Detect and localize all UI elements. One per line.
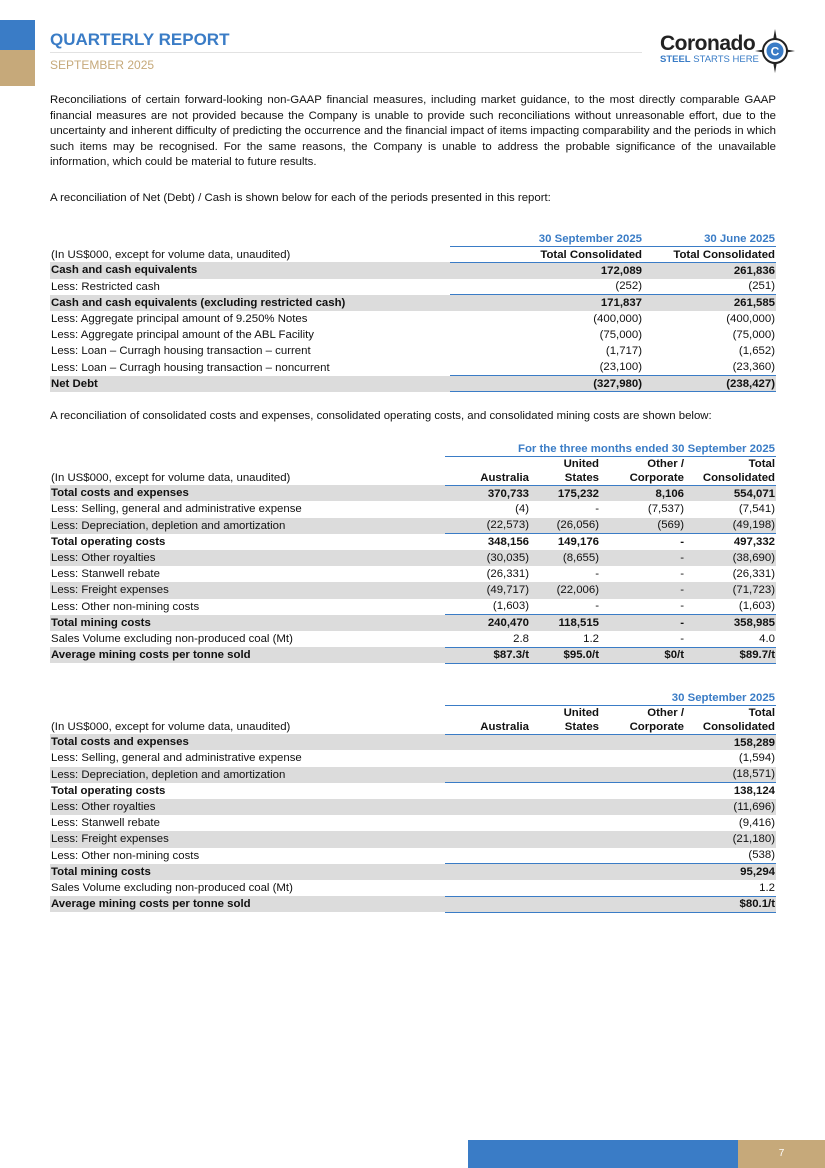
row-value bbox=[600, 880, 685, 896]
footer-bar-blue bbox=[468, 1140, 738, 1168]
row-value: (23,360) bbox=[732, 361, 775, 374]
row-label: Less: Other royalties bbox=[50, 550, 445, 566]
table-row bbox=[50, 262, 776, 278]
row-value: 261,836 bbox=[645, 262, 776, 278]
disclaimer-paragraph: Reconciliations of certain forward-looking non-GAAP financial measures, including market guidance, to the most directly comparable GAAP financial measures are not provided because the Company is unable to provide such reconciliations without unreasonable effort, due to the uncertainty and inherent difficulty of predicting the occurrence and the financial impact of items impacting comparability and the periods in which such items may be recognised. For the same reasons, the Company is unable to address the probable significance of the unavailable information, which could be material to future results. bbox=[50, 94, 776, 169]
row-label: Less: Freight expenses bbox=[50, 582, 445, 598]
table-row bbox=[50, 518, 776, 534]
row-value: 261,585 bbox=[645, 295, 776, 311]
row-value bbox=[600, 864, 685, 880]
row-value bbox=[530, 750, 600, 766]
row-value bbox=[600, 896, 685, 912]
row-value bbox=[530, 799, 600, 815]
units-label: (In US$000, except for volume data, unaudited) bbox=[51, 249, 291, 262]
units-label: (In US$000, except for volume data, unaudited) bbox=[51, 472, 291, 485]
table-row bbox=[50, 783, 776, 799]
row-value: $0/t bbox=[600, 647, 685, 663]
row-label: Less: Stanwell rebate bbox=[51, 817, 160, 830]
row-value: (30,035) bbox=[445, 550, 530, 566]
table-row bbox=[50, 848, 776, 864]
row-label: Sales Volume excluding non-produced coal (Mt) bbox=[51, 632, 293, 645]
row-label: Total costs and expenses bbox=[50, 485, 445, 501]
table-row bbox=[50, 343, 776, 359]
row-value: 138,124 bbox=[685, 783, 776, 799]
row-label: Less: Other royalties bbox=[50, 799, 445, 815]
row-label: Total costs and expenses bbox=[50, 734, 445, 750]
row-value: (252) bbox=[615, 280, 642, 293]
row-value: (8,655) bbox=[530, 550, 600, 566]
row-label: Cash and cash equivalents bbox=[50, 262, 450, 278]
row-value: (75,000) bbox=[732, 329, 775, 342]
row-value bbox=[445, 848, 530, 864]
row-value: (11,696) bbox=[685, 799, 776, 815]
row-label: Total operating costs bbox=[51, 784, 166, 797]
row-label: Cash and cash equivalents (excluding restricted cash) bbox=[50, 295, 450, 311]
row-label: Less: Depreciation, depletion and amortization bbox=[50, 518, 445, 534]
table-row bbox=[50, 896, 776, 912]
table-row bbox=[50, 566, 776, 582]
row-value: (251) bbox=[748, 280, 775, 293]
table-row bbox=[50, 734, 776, 750]
row-label: Total mining costs bbox=[50, 615, 445, 631]
row-label: Less: Loan – Curragh housing transaction – current bbox=[51, 345, 311, 358]
table-row bbox=[50, 631, 776, 647]
row-value: - bbox=[595, 600, 599, 613]
coronado-logo bbox=[658, 28, 798, 78]
row-value: (4) bbox=[515, 503, 529, 516]
row-label: Net Debt bbox=[50, 376, 450, 392]
row-value bbox=[530, 734, 600, 750]
row-value: 149,176 bbox=[530, 534, 600, 550]
table-row bbox=[50, 534, 776, 550]
row-value: (238,427) bbox=[645, 376, 776, 392]
row-value bbox=[530, 880, 600, 896]
row-value bbox=[600, 815, 685, 831]
row-value: (38,690) bbox=[685, 550, 776, 566]
col-total-consolidated: Total Consolidated bbox=[685, 705, 776, 734]
row-value bbox=[600, 831, 685, 847]
table-row bbox=[50, 501, 776, 517]
row-label: Average mining costs per tonne sold bbox=[50, 647, 445, 663]
row-value: $89.7/t bbox=[685, 647, 776, 663]
table-row bbox=[50, 880, 776, 896]
row-value bbox=[600, 783, 685, 799]
row-value: 370,733 bbox=[445, 485, 530, 501]
table-row bbox=[50, 599, 776, 615]
row-label: Less: Other non-mining costs bbox=[51, 849, 200, 862]
row-value: (26,056) bbox=[530, 518, 600, 534]
row-value: - bbox=[595, 503, 599, 516]
row-value bbox=[600, 734, 685, 750]
logo-badge-letter: C bbox=[770, 44, 780, 59]
row-value: (400,000) bbox=[726, 313, 775, 326]
row-value: (18,571) bbox=[685, 767, 776, 783]
row-value: - bbox=[600, 550, 685, 566]
row-value: (49,717) bbox=[445, 582, 530, 598]
row-value: (21,180) bbox=[685, 831, 776, 847]
row-value: (1,603) bbox=[738, 600, 775, 613]
row-value: 172,089 bbox=[450, 262, 645, 278]
col-united-states: United States bbox=[530, 456, 600, 485]
row-value: 95,294 bbox=[685, 864, 776, 880]
row-label: Less: Aggregate principal amount of 9.250% Notes bbox=[51, 313, 308, 326]
row-value bbox=[600, 799, 685, 815]
col-australia: Australia bbox=[445, 705, 530, 734]
row-value bbox=[530, 831, 600, 847]
row-label: Less: Stanwell rebate bbox=[51, 568, 160, 581]
row-value: (23,100) bbox=[599, 361, 642, 374]
row-value: (1,717) bbox=[605, 345, 642, 358]
row-value bbox=[530, 864, 600, 880]
row-value bbox=[600, 750, 685, 766]
row-value: $80.1/t bbox=[685, 896, 776, 912]
compass-badge-icon bbox=[754, 28, 796, 74]
report-subtitle: SEPTEMBER 2025 bbox=[50, 58, 155, 72]
col-other-corporate: Other / Corporate bbox=[600, 456, 685, 485]
row-value: (7,537) bbox=[647, 503, 684, 516]
row-label: Total operating costs bbox=[51, 535, 166, 548]
table-row bbox=[50, 279, 776, 295]
row-value bbox=[445, 799, 530, 815]
table-row bbox=[50, 799, 776, 815]
row-value: 4.0 bbox=[759, 632, 775, 645]
table-row bbox=[50, 615, 776, 631]
table-row bbox=[50, 767, 776, 783]
table-row bbox=[50, 550, 776, 566]
row-value: - bbox=[600, 582, 685, 598]
row-label: Less: Other non-mining costs bbox=[51, 600, 200, 613]
table-row bbox=[50, 485, 776, 501]
costs-reconciliation-table-sep bbox=[50, 689, 776, 913]
col-australia: Australia bbox=[445, 456, 530, 485]
row-value: 348,156 bbox=[445, 534, 530, 550]
row-label: Average mining costs per tonne sold bbox=[50, 896, 445, 912]
row-value: 175,232 bbox=[530, 485, 600, 501]
row-value: 240,470 bbox=[445, 615, 530, 631]
period-header-sep: 30 September 2025 bbox=[445, 689, 776, 705]
row-value: (1,603) bbox=[492, 600, 529, 613]
row-value: - bbox=[600, 615, 685, 631]
row-value: (71,723) bbox=[685, 582, 776, 598]
logo-tag-bold: STEEL bbox=[660, 54, 691, 65]
row-value bbox=[530, 896, 600, 912]
table-row bbox=[50, 750, 776, 766]
row-value: - bbox=[600, 534, 685, 550]
row-value: - bbox=[680, 568, 684, 581]
period-header-jun: 30 June 2025 bbox=[645, 230, 776, 246]
table-row bbox=[50, 360, 776, 376]
col-other-corporate: Other / Corporate bbox=[600, 705, 685, 734]
period-header-sep: 30 September 2025 bbox=[450, 230, 645, 246]
net-debt-table bbox=[50, 230, 776, 392]
table-row bbox=[50, 311, 776, 327]
row-value: (75,000) bbox=[599, 329, 642, 342]
row-value: 1.2 bbox=[583, 632, 599, 645]
row-value: (26,331) bbox=[732, 568, 775, 581]
table-row bbox=[50, 815, 776, 831]
row-value: - bbox=[680, 600, 684, 613]
row-value bbox=[445, 734, 530, 750]
row-label: Less: Aggregate principal amount of the ABL Facility bbox=[51, 329, 314, 342]
table-row bbox=[50, 647, 776, 663]
row-value bbox=[530, 815, 600, 831]
row-label: Less: Depreciation, depletion and amortization bbox=[50, 767, 445, 783]
net-debt-intro: A reconciliation of Net (Debt) / Cash is shown below for each of the periods presented in this report: bbox=[50, 192, 551, 204]
table-row bbox=[50, 831, 776, 847]
row-value bbox=[445, 767, 530, 783]
row-value bbox=[445, 750, 530, 766]
row-value: $95.0/t bbox=[530, 647, 600, 663]
table-row bbox=[50, 376, 776, 392]
row-value: 554,071 bbox=[685, 485, 776, 501]
row-value bbox=[530, 767, 600, 783]
row-value bbox=[445, 880, 530, 896]
row-value: (7,541) bbox=[738, 503, 775, 516]
logo-tagline bbox=[660, 54, 759, 65]
row-value: (49,198) bbox=[685, 518, 776, 534]
table-row bbox=[50, 582, 776, 598]
page-number: 7 bbox=[778, 1148, 785, 1159]
row-value bbox=[530, 783, 600, 799]
row-value: (400,000) bbox=[593, 313, 642, 326]
table-row bbox=[50, 864, 776, 880]
row-value bbox=[530, 848, 600, 864]
row-value: - bbox=[680, 632, 684, 645]
row-value: $87.3/t bbox=[445, 647, 530, 663]
row-value: (1,594) bbox=[738, 752, 775, 765]
row-value bbox=[600, 767, 685, 783]
header-accent-gold bbox=[0, 50, 35, 86]
row-value: (538) bbox=[748, 849, 775, 862]
row-value: 171,837 bbox=[450, 295, 645, 311]
row-label: Less: Freight expenses bbox=[50, 831, 445, 847]
row-label: Less: Selling, general and administrative expense bbox=[51, 752, 302, 765]
logo-tag-rest: STARTS HERE bbox=[690, 54, 759, 65]
col-total-consolidated: Total Consolidated bbox=[685, 456, 776, 485]
costs-intro: A reconciliation of consolidated costs and expenses, consolidated operating costs, and consolidated mining costs are shown below: bbox=[50, 410, 712, 422]
row-value: 2.8 bbox=[513, 632, 529, 645]
row-value: (9,416) bbox=[738, 817, 775, 830]
row-value bbox=[445, 783, 530, 799]
period-header-three-months: For the three months ended 30 September 2025 bbox=[445, 440, 776, 456]
row-value: 158,289 bbox=[685, 734, 776, 750]
row-label: Less: Selling, general and administrative expense bbox=[51, 503, 302, 516]
row-value: 1.2 bbox=[759, 881, 775, 894]
row-value bbox=[445, 896, 530, 912]
row-value: (26,331) bbox=[486, 568, 529, 581]
logo-name: Coronado bbox=[660, 32, 756, 55]
row-value bbox=[600, 848, 685, 864]
row-label: Less: Restricted cash bbox=[51, 280, 160, 293]
col-total-consolidated-jun: Total Consolidated bbox=[645, 246, 776, 262]
row-label: Less: Loan – Curragh housing transaction – noncurrent bbox=[51, 361, 330, 374]
row-label: Sales Volume excluding non-produced coal (Mt) bbox=[51, 881, 293, 894]
table-row bbox=[50, 295, 776, 311]
table-row bbox=[50, 327, 776, 343]
col-united-states: United States bbox=[530, 705, 600, 734]
col-total-consolidated-sep: Total Consolidated bbox=[450, 246, 645, 262]
row-value: (22,573) bbox=[445, 518, 530, 534]
row-value: (1,652) bbox=[738, 345, 775, 358]
row-value: (22,006) bbox=[530, 582, 600, 598]
row-value: 118,515 bbox=[530, 615, 600, 631]
row-value: 358,985 bbox=[685, 615, 776, 631]
row-value bbox=[445, 831, 530, 847]
units-label: (In US$000, except for volume data, unaudited) bbox=[51, 721, 291, 734]
row-value: 497,332 bbox=[685, 534, 776, 550]
costs-reconciliation-table-q bbox=[50, 440, 776, 664]
row-value bbox=[445, 864, 530, 880]
row-value bbox=[445, 815, 530, 831]
row-value: 8,106 bbox=[600, 485, 685, 501]
row-value: (569) bbox=[600, 518, 685, 534]
header-accent-blue bbox=[0, 20, 35, 50]
row-label: Total mining costs bbox=[50, 864, 445, 880]
row-value: - bbox=[595, 568, 599, 581]
row-value: (327,980) bbox=[450, 376, 645, 392]
report-title: QUARTERLY REPORT bbox=[50, 30, 230, 49]
header-divider bbox=[50, 52, 642, 53]
